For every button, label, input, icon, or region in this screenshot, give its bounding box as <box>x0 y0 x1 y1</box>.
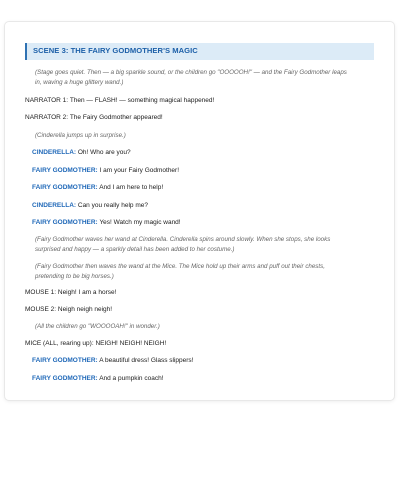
stage-direction: surprised and happy — a sparkly detail has been added to her costume.) <box>35 246 235 253</box>
dialogue-text: I am your Fairy Godmother! <box>99 167 180 174</box>
dialogue-line <box>32 356 193 366</box>
speaker-name: MOUSE 1: <box>25 289 57 296</box>
stage-direction: (Cinderella jumps up in surprise.) <box>35 132 126 139</box>
dialogue-text: Yes! Watch my magic wand! <box>99 219 181 226</box>
stage-direction: (Stage goes quiet. Then — a big sparkle sound, or the children go "OOOOOH!" — and the Fairy Godmother leaps <box>35 69 347 76</box>
dialogue-text: Can you really help me? <box>77 202 148 209</box>
scene-header <box>25 43 374 60</box>
dialogue-text: A beautiful dress! Glass slippers! <box>99 357 194 364</box>
speaker-name: CINDERELLA: <box>32 149 77 156</box>
scene-title: SCENE 3: THE FAIRY GODMOTHER'S MAGIC <box>33 46 198 55</box>
dialogue-text: Neigh! I am a horse! <box>57 289 117 296</box>
stage-direction: in, waving a huge glittery wand.) <box>35 79 124 86</box>
speaker-name: MOUSE 2: <box>25 306 57 313</box>
dialogue-line <box>32 374 164 384</box>
dialogue-line <box>25 113 163 123</box>
dialogue-text: Oh! Who are you? <box>77 149 131 156</box>
stage-direction: (Fairy Godmother waves her wand at Cinderella. Cinderella spins around slowly. When she stops, she looks <box>35 236 331 243</box>
dialogue-line <box>25 96 214 106</box>
dialogue-line <box>32 183 163 193</box>
dialogue-text: And I am here to help! <box>99 184 164 191</box>
speaker-name: FAIRY GODMOTHER: <box>32 375 98 382</box>
speaker-name: FAIRY GODMOTHER: <box>32 357 98 364</box>
speaker-name: FAIRY GODMOTHER: <box>32 184 98 191</box>
speaker-name: NARRATOR 1: <box>25 97 69 104</box>
stage-direction: (All the children go "WOOOOAH!" in wonder.) <box>35 323 160 330</box>
dialogue-line <box>25 305 112 315</box>
dialogue-text: Then — FLASH! — something magical happened! <box>69 97 215 104</box>
dialogue-text: Neigh neigh neigh! <box>57 306 113 313</box>
dialogue-line <box>32 218 181 228</box>
dialogue-line <box>25 288 116 298</box>
stage-direction: pretending to be big horses.) <box>35 273 114 280</box>
speaker-name: MICE (ALL, rearing up): <box>25 340 94 347</box>
dialogue-line <box>32 166 179 176</box>
dialogue-text: And a pumpkin coach! <box>99 375 164 382</box>
dialogue-text: The Fairy Godmother appeared! <box>69 114 163 121</box>
speaker-name: NARRATOR 2: <box>25 114 69 121</box>
script-page <box>5 22 394 400</box>
speaker-name: CINDERELLA: <box>32 202 77 209</box>
speaker-name: FAIRY GODMOTHER: <box>32 219 98 226</box>
dialogue-line <box>25 339 166 349</box>
dialogue-line <box>32 201 148 211</box>
dialogue-line <box>32 148 131 158</box>
stage-direction: (Fairy Godmother then waves the wand at the Mice. The Mice hold up their arms and puff out their chests, <box>35 263 325 270</box>
dialogue-text: NEIGH! NEIGH! NEIGH! <box>95 340 167 347</box>
speaker-name: FAIRY GODMOTHER: <box>32 167 98 174</box>
